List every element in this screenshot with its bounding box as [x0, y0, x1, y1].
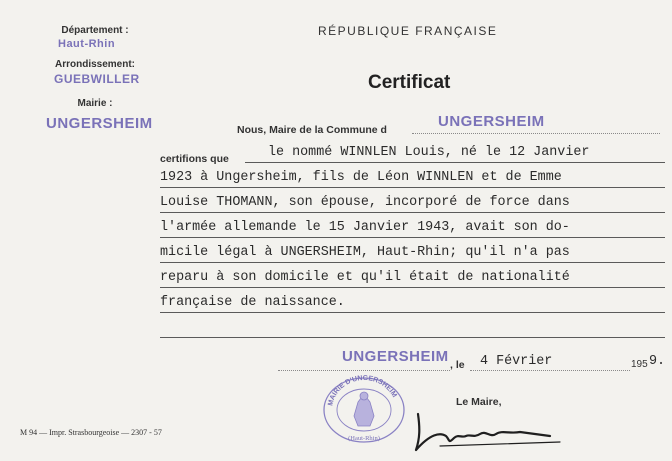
- arrondissement-stamp: GUEBWILLER: [54, 72, 140, 86]
- commune-fill-line: [412, 133, 660, 134]
- body-line: micile légal à UNGERSHEIM, Haut-Rhin; qu'il n'a pas: [160, 245, 570, 260]
- seal-bottom-text: (Haut-Rhin): [348, 435, 380, 442]
- ruled-line: [160, 212, 665, 213]
- ruled-line: [245, 162, 665, 163]
- ruled-line: [160, 237, 665, 238]
- body-line: l'armée allemande le 15 Janvier 1943, avait son do-: [160, 220, 570, 235]
- seal-text: MAIRIE D'UNGERSHEIM: [327, 374, 398, 407]
- body-line: le nommé WINNLEN Louis, né le 12 Janvier: [268, 145, 590, 160]
- place-stamp: UNGERSHEIM: [342, 348, 449, 365]
- certifions-label: certifions que: [160, 153, 229, 165]
- place-fill-line: [278, 370, 450, 371]
- ruled-line: [160, 262, 665, 263]
- body-line: française de naissance.: [160, 295, 345, 310]
- republic-heading: RÉPUBLIQUE FRANÇAISE: [318, 24, 498, 38]
- signatory-label: Le Maire,: [456, 396, 502, 408]
- intro-text: Nous, Maire de la Commune d: [237, 124, 387, 136]
- mairie-stamp: UNGERSHEIM: [46, 115, 153, 132]
- departement-label: Département :: [61, 25, 129, 36]
- date-value: 4 Février: [480, 354, 553, 369]
- date-fill-line: [470, 370, 630, 371]
- body-line: reparu à son domicile et qu'il était de nationalité: [160, 270, 570, 285]
- body-line: Louise THOMANN, son épouse, incorporé de force dans: [160, 195, 570, 210]
- ruled-line: [160, 337, 665, 338]
- ruled-line: [160, 187, 665, 188]
- year-prefix: 195: [631, 359, 648, 370]
- print-reference: M 94 — Impr. Strasbourgeoise — 2307 - 57: [20, 428, 162, 437]
- ruled-line: [160, 312, 665, 313]
- page-title: Certificat: [368, 72, 451, 93]
- year-suffix: 9.: [649, 354, 666, 369]
- body-line: 1923 à Ungersheim, fils de Léon WINNLEN et de Emme: [160, 170, 562, 185]
- commune-stamp: UNGERSHEIM: [438, 113, 545, 130]
- mairie-label: Mairie :: [77, 98, 113, 109]
- mayor-signature: [410, 408, 570, 456]
- arrondissement-label: Arrondissement:: [54, 59, 135, 70]
- mairie-seal: [318, 372, 410, 444]
- ruled-line: [160, 287, 665, 288]
- date-prefix: , le: [450, 359, 465, 371]
- departement-stamp: Haut-Rhin: [58, 38, 116, 50]
